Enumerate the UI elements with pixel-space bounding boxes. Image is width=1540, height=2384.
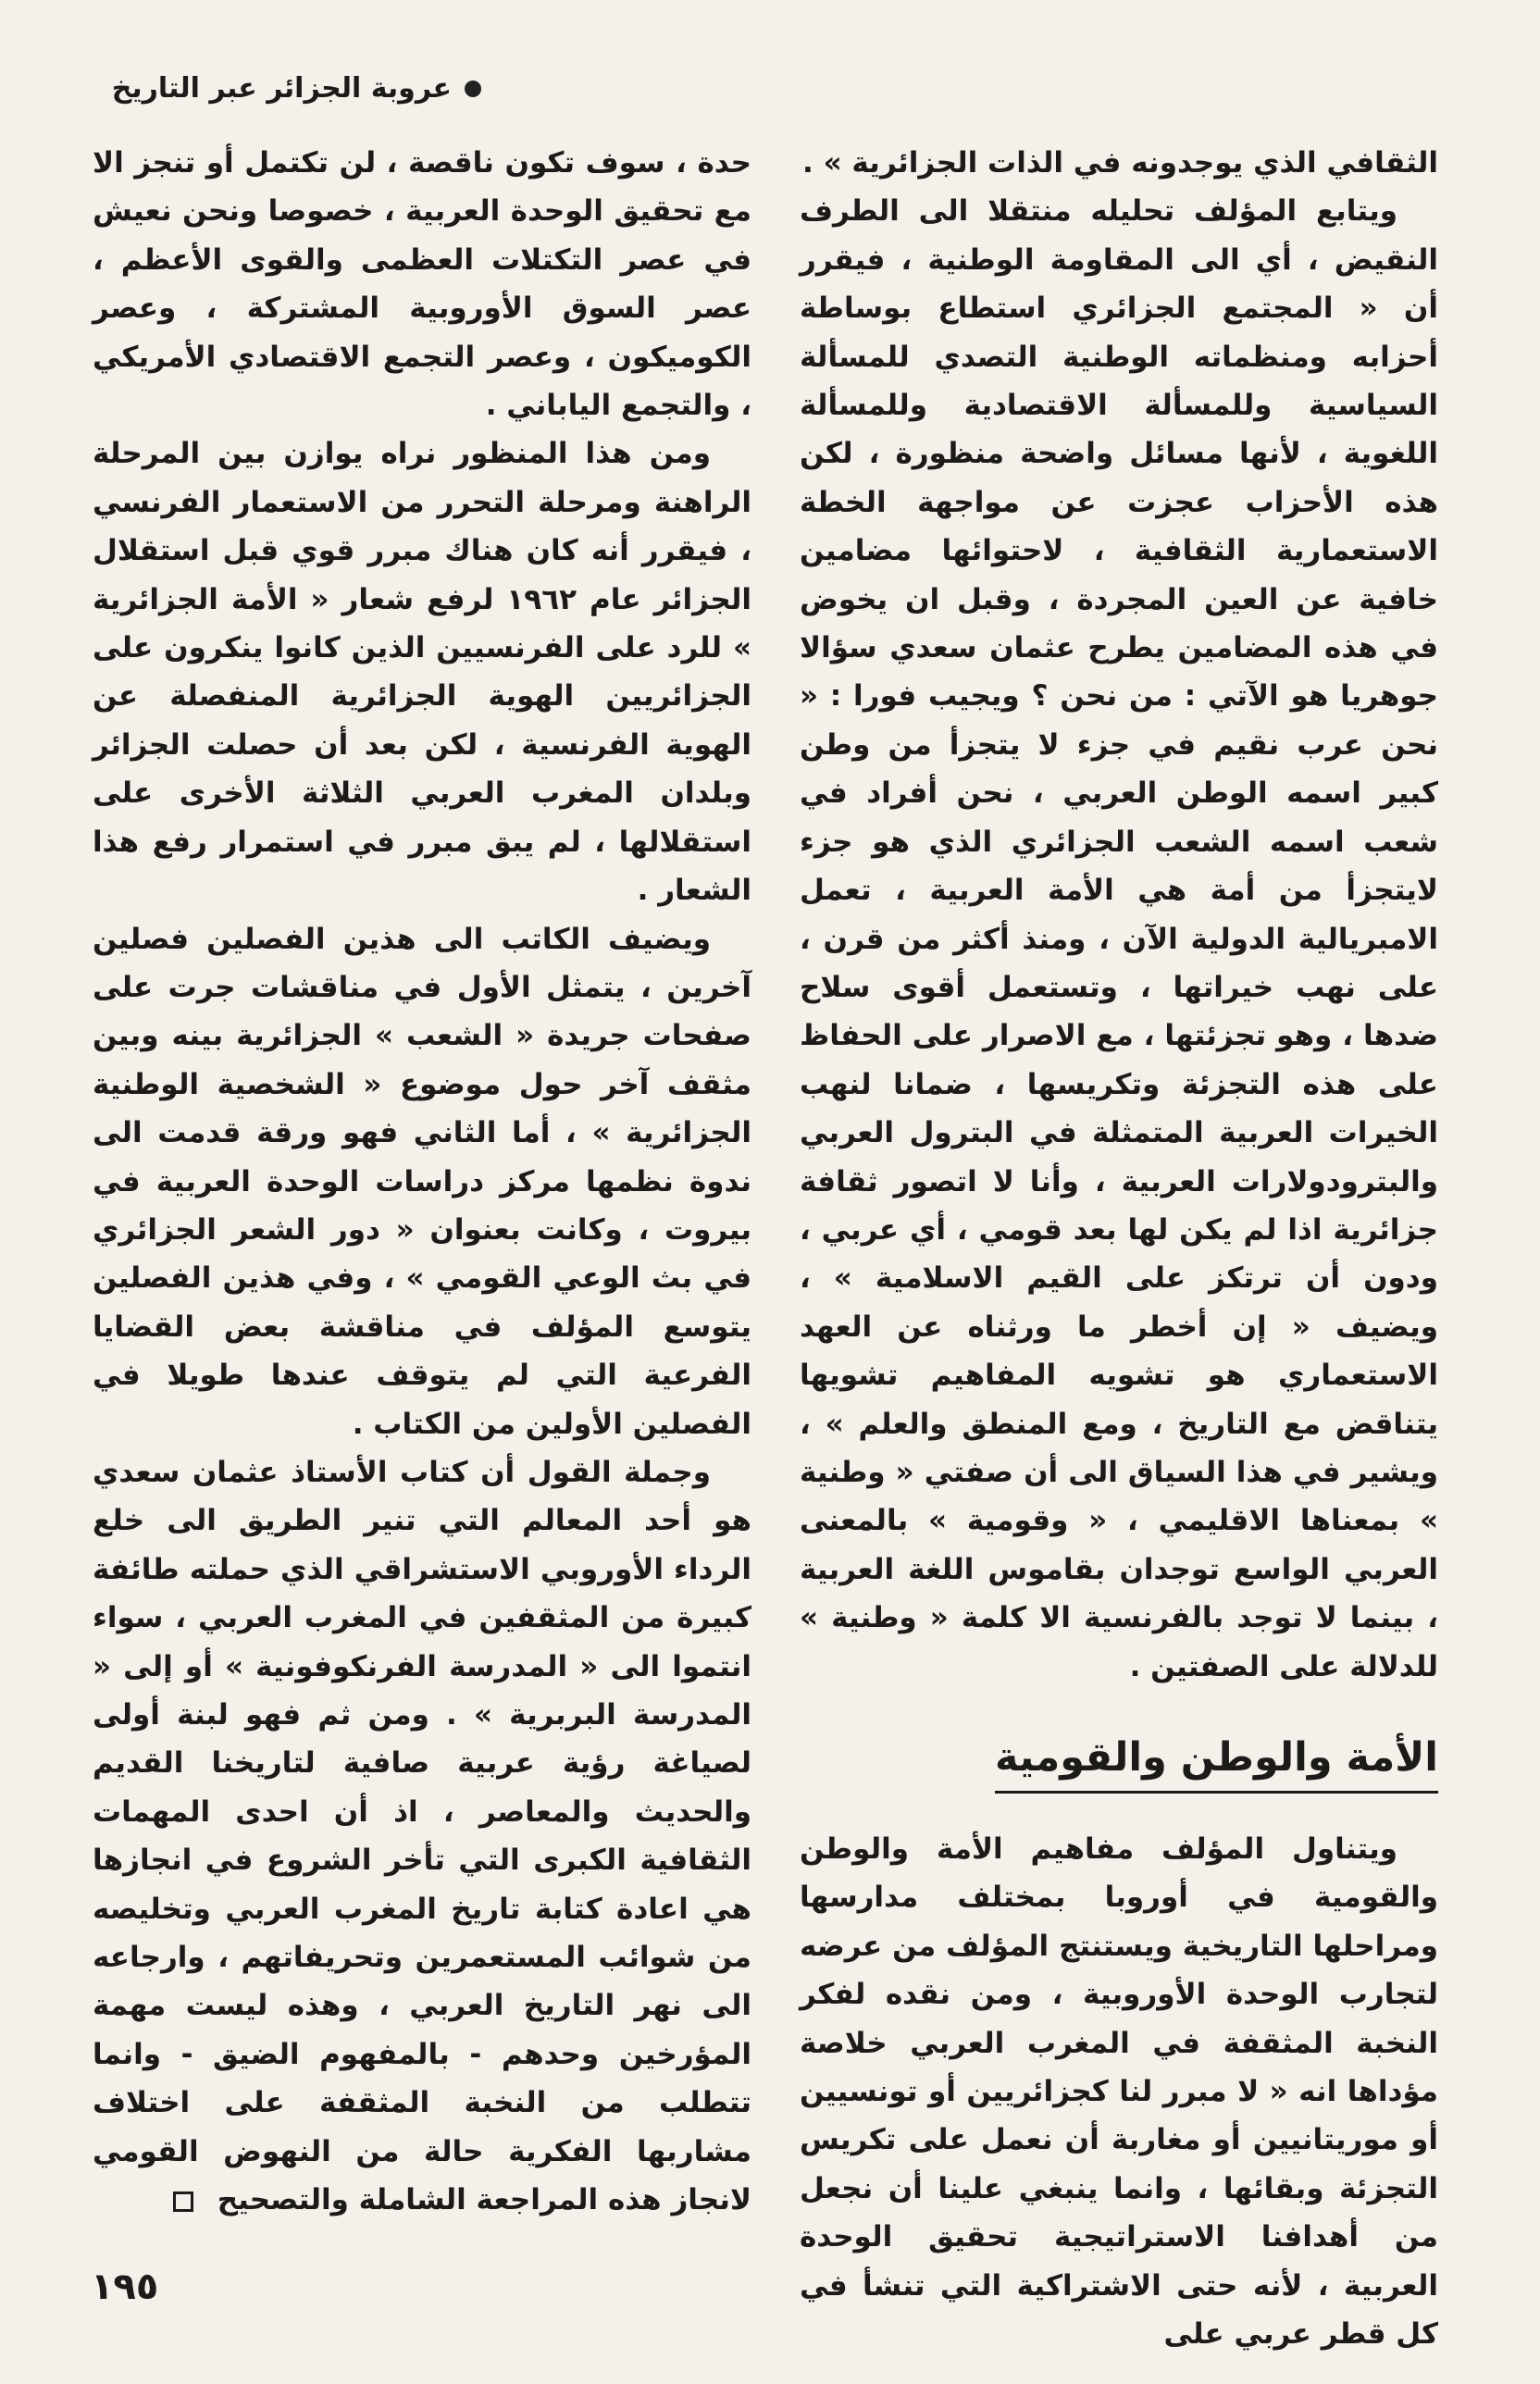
right-paragraph-3: ويتناول المؤلف مفاهيم الأمة والوطن والقومية في أوروبا بمختلف مدارسها ومراحلها التاريخية ويستنتج المؤلف من عرضه لتجارب الوحدة الأوروبية ، ومن نقده لفكر النخبة المثقفة في المغرب العربي خلاصة مؤداها انه « لا مبرر لنا كجزائريين أو تونسيين أو موريتانيين أو مغاربة أن نعمل على تكريس التجزئة وبقائها ، وانما ينبغي علينا أن نجعل من أهدافنا الاستراتيجية تحقيق الوحدة العربية ، لأنه حتى الاشتراكية التي تنشأ في كل قطر عربي على (800, 1832, 1438, 2352)
left-paragraph-2: ومن هذا المنظور نراه يوازن بين المرحلة الراهنة ومرحلة التحرر من الاستعمار الفرنسي ، فيقرر أنه كان هناك مبرر قوي قبل استقلال الجزائر عام ١٩٦٢ لرفع شعار « الأمة الجزائرية » للرد على الفرنسيين الذين كانوا ينكرون على الجزائريين الهوية الجزائرية المنفصلة عن الهوية الفرنسية ، لكن بعد أن حصلت الجزائر وبلدان المغرب العربي الثلاثة الأخرى على استقلالها ، لم يبق مبرر في استمرار رفع هذا الشعار . (93, 437, 751, 908)
running-head (93, 72, 481, 105)
bullet-icon (465, 81, 481, 97)
left-paragraph-4-text: وجملة القول أن كتاب الأستاذ عثمان سعدي هو أحد المعالم التي تنير الطريق الى خلع الرداء الأوروبي الاستشراقي الذي حملته طائفة كبيرة من المثقفين في المغرب العربي ، سواء انتموا الى « المدرسة الفرنكوفونية » أو إلى « المدرسة البربرية » . ومن ثم فهو لبنة أولى لصياغة رؤية عربية صافية لتاريخنا القديم والحديث والمعاصر ، اذ أن احدى المهمات الثقافية الكبرى التي تأخر الشروع في انجازها هي اعادة كتابة تاريخ المغرب العربي وتخليصه من شوائب المستعمرين وتحريفاتهم ، وارجاعه الى نهر التاريخ العربي ، وهذه ليست مهمة المؤرخين وحدهم - بالمفهوم الضيق - وانما تتطلب من النخبة المثقفة على اختلاف مشاربها الفكرية حالة من النهوض القومي لانجاز هذه المراجعة الشاملة والتصحيح (93, 1455, 751, 2217)
left-paragraph-1: حدة ، سوف تكون ناقصة ، لن تكتمل أو تنجز الا مع تحقيق الوحدة العربية ، خصوصا ونحن نعيش في عصر التكتلات العظمى والقوى الأعظم ، عصر السوق الأوروبية المشتركة ، وعصر الكوميكون ، وعصر التجمع الاقتصادي الأمريكي ، والتجمع الياباني . (93, 146, 751, 423)
running-head-title: عروبة الجزائر عبر التاريخ (111, 72, 452, 105)
right-paragraph-1: الثقافي الذي يوجدونه في الذات الجزائرية » . (802, 146, 1438, 180)
end-of-article-icon (173, 2192, 193, 2212)
section-heading-wrap (800, 1691, 1438, 1825)
left-column (93, 139, 751, 2224)
section-heading: الأمة والوطن والقومية (995, 1730, 1438, 1794)
left-paragraph-4 (93, 1448, 751, 2225)
page-number: ١٩٥ (91, 2266, 159, 2308)
right-paragraph-2: ويتابع المؤلف تحليله منتقلا الى الطرف النقيض ، أي الى المقاومة الوطنية ، فيقرر أن « المجتمع الجزائري استطاع بوساطة أحزابه ومنظماته الوطنية التصدي للمسألة السياسية وللمسألة الاقتصادية وللمسألة اللغوية ، لأنها مسائل واضحة منظورة ، لكن هذه الأحزاب عجزت عن مواجهة الخطة الاستعمارية الثقافية ، لاحتوائها مضامين خافية عن العين المجردة ، وقبل ان يخوض في هذه المضامين يطرح عثمان سعدي سؤالا جوهريا هو الآتي : من نحن ؟ ويجيب فورا : « نحن عرب نقيم في جزء لا يتجزأ من وطن كبير اسمه الوطن العربي ، نحن أفراد في شعب اسمه الشعب الجزائري الذي هو جزء لايتجزأ من أمة هي الأمة العربية ، تعمل الامبريالية الدولية الآن ، ومنذ أكثر من قرن ، على نهب خيراتها ، وتستعمل أقوى سلاح ضدها ، وهو تجزئتها ، مع الاصرار على الحفاظ على هذه التجزئة وتكريسها ، ضمانا لنهب الخيرات العربية المتمثلة في البترول العربي والبترودولارات العربية ، وأنا لا اتصور ثقافة جزائرية اذا لم يكن لها بعد قومي ، أي عربي ، ودون أن ترتكز على القيم الاسلامية » ، ويضيف « إن أخطر ما ورثناه عن العهد الاستعماري هو تشويه المفاهيم تشويها يتناقض مع التاريخ ، ومع المنطق والعلم » ، ويشير في هذا السياق الى أن صفتي « وطنية » بمعناها الاقليمي ، « وقومية » بالمعنى العربي الواسع توجدان بقاموس اللغة العربية ، بينما لا توجد بالفرنسية الا كلمة « وطنية » للدلالة على الصفتين . (800, 194, 1438, 1683)
right-column (800, 139, 1438, 2358)
left-paragraph-3: ويضيف الكاتب الى هذين الفصلين فصلين آخرين ، يتمثل الأول في مناقشات جرت على صفحات جريدة « الشعب » الجزائرية بينه وبين مثقف آخر حول موضوع « الشخصية الوطنية الجزائرية » ، أما الثاني فهو ورقة قدمت الى ندوة نظمها مركز دراسات الوحدة العربية في بيروت ، وكانت بعنوان « دور الشعر الجزائري في بث الوعي القومي » ، وفي هذين الفصلين يتوسع المؤلف في مناقشة بعض القضايا الفرعية التي لم يتوقف عندها طويلا في الفصلين الأولين من الكتاب . (93, 922, 751, 1441)
